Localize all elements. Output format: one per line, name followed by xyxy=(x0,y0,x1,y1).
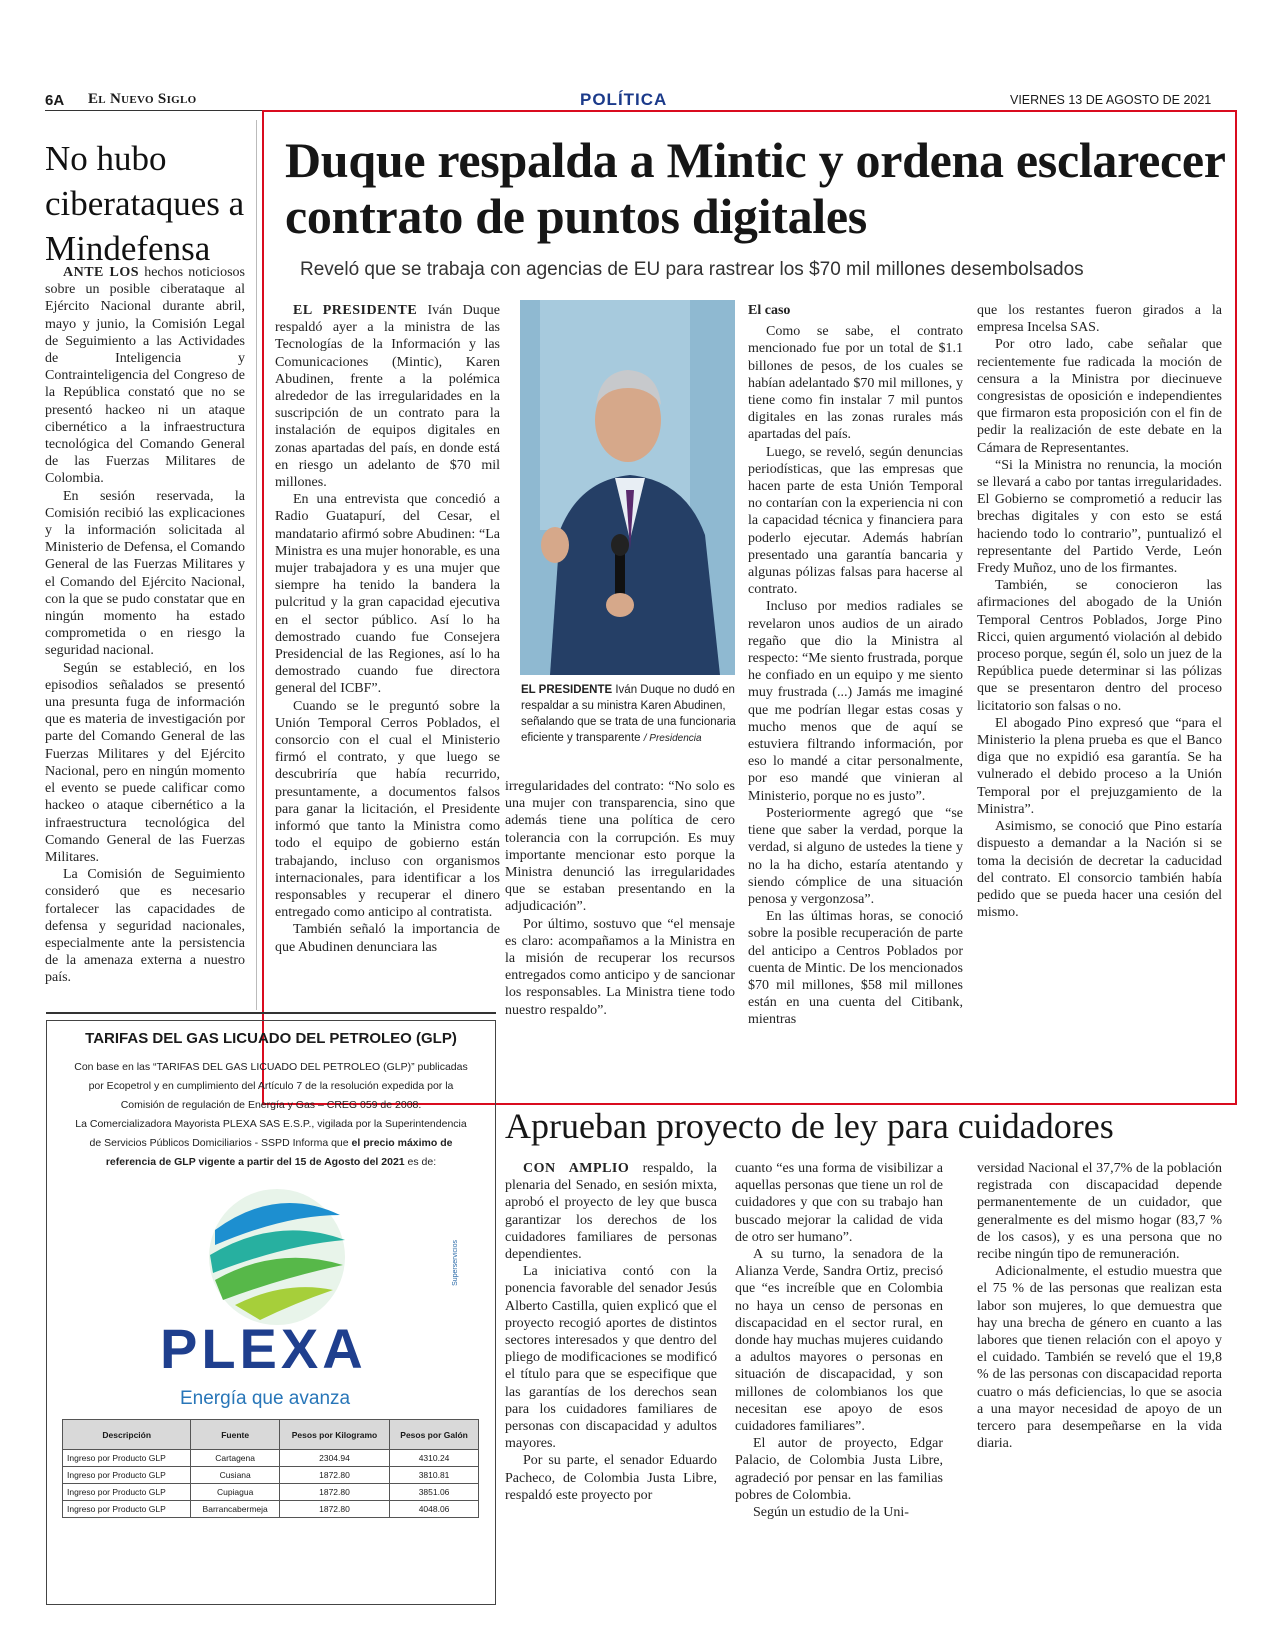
sidebar-paragraph: En sesión reservada, la Comisión recibió las explicaciones y la información solicitada al Ministerio de Defensa, el Comando General de las Fuerzas Militares y el Comando del Ejército Nacional, con la que se pudo constatar que en ningún momento ha estado comprometida o en riesgo la seguridad nacional. xyxy=(45,488,245,659)
main-column-1 xyxy=(275,302,500,956)
main-paragraph: “Si la Ministra no renuncia, la moción se llevará a cabo por tantas irregularidades. El Gobierno se comprometió a reducir las brechas digitales y con esto se está haciendo todo lo contrario”, puntualizó el representante del Partido Verde, León Fredy Muñoz, uno de los firmantes. xyxy=(977,457,1222,577)
table-cell: Cartagena xyxy=(191,1450,279,1467)
photo-credit: / Presidencia xyxy=(643,733,702,744)
gas-price-table xyxy=(62,1419,479,1518)
column-header: Pesos por Galón xyxy=(390,1420,479,1450)
table-cell: 3851.06 xyxy=(390,1484,479,1501)
main-paragraph: En las últimas horas, se conoció sobre la posible recuperación de parte del anticipo a Centros Poblados por cuenta de Mintic. De los mencionados $70 mil millones, $58 mil millones están en una cuenta del Citibank, mientras xyxy=(748,909,963,1028)
table-cell: 4310.24 xyxy=(390,1450,479,1467)
table-cell: 3810.81 xyxy=(390,1467,479,1484)
plexa-globe-icon xyxy=(205,1185,350,1330)
main-paragraph: También señaló la importancia de que Abudinen denunciara las xyxy=(275,922,500,955)
table-cell: 1872.80 xyxy=(279,1467,389,1484)
column-header: Pesos por Kilogramo xyxy=(279,1420,389,1450)
superservicios-logo: Superservicios xyxy=(452,1240,459,1286)
page-number: 6A xyxy=(45,92,65,109)
column-header: Descripción xyxy=(63,1420,191,1450)
sidebar-paragraph: La Comisión de Seguimiento consideró que es necesario fortalecer las capacidades de defensa y seguridad nacionales, especialmente ante la persistencia de la amenaza externa a nuestro país. xyxy=(45,867,245,986)
sidebar-article-body xyxy=(45,264,245,987)
bottom-paragraph: El autor de proyecto, Edgar Palacio, de Colombia Justa Libre, agradeció por pensar en las familias pobres de Colombia. xyxy=(735,1436,943,1503)
table-cell: 4048.06 xyxy=(390,1501,479,1518)
main-paragraph: Asimismo, se conoció que Pino estaría dispuesto a demandar a la Nación si se toma la decisión de decretar la caducidad del contrato. El consorcio también había pedido que se pueda hacer una cesión del mismo. xyxy=(977,819,1222,921)
photo-caption: EL PRESIDENTE Iván Duque no dudó en respaldar a su ministra Karen Abudinen, señalando que se trata de una funcionaria eficiente y transparente / Presidencia xyxy=(521,684,736,744)
table-cell: Cusiana xyxy=(191,1467,279,1484)
main-column-2 xyxy=(505,778,735,1019)
table-row xyxy=(63,1450,479,1467)
bottom-column-3 xyxy=(977,1160,1222,1452)
issue-date: VIERNES 13 DE AGOSTO DE 2021 xyxy=(1010,93,1212,107)
ad-rule xyxy=(46,1012,496,1014)
main-paragraph: EL PRESIDENTE Iván Duque respaldó ayer a la ministra de las Tecnologías de la Información y las Comunicaciones (Mintic), Karen Abudinen, frente a la polémica alrededor de las irregularidades en la suscripción de un contrato para la instalación de equipos digitales en zonas apartadas del país, en donde está en riesgo un adelanto de $70 mil millones. xyxy=(275,303,501,491)
table-cell: Ingreso por Producto GLP xyxy=(63,1501,191,1518)
table-cell: Ingreso por Producto GLP xyxy=(63,1484,191,1501)
bottom-lead: CON AMPLIO xyxy=(523,1161,630,1176)
table-cell: 1872.80 xyxy=(279,1484,389,1501)
section-subhead: El caso xyxy=(748,303,791,318)
ad-title: TARIFAS DEL GAS LICUADO DEL PETROLEO (GLP) xyxy=(85,1030,457,1047)
table-cell: Barrancabermeja xyxy=(191,1501,279,1518)
newspaper-name: El Nuevo Siglo xyxy=(88,91,197,107)
bottom-paragraph: versidad Nacional el 37,7% de la población registrada con discapacidad depende permanentemente de un cuidador, que generalmente es del mismo hogar (83,7 % de los casos), y es una persona que no recibe ningún tipo de remuneración. xyxy=(977,1161,1222,1263)
table-cell: Ingreso por Producto GLP xyxy=(63,1467,191,1484)
main-paragraph: Por último, sostuvo que “el mensaje es claro: acompañamos a la Ministra en la misión de recuperar los recursos entregados como anticipo y de sancionar los responsables. La Ministra tiene todo nuestro respaldo”. xyxy=(505,916,735,1018)
main-paragraph: Posteriormente agregó que “se tiene que saber la verdad, porque la verdad, si alguno de ustedes la tiene y no la ha dicho, estaría atentando y siendo cómplice de una situación penosa y vergonzosa”. xyxy=(748,805,963,907)
bottom-paragraph: A su turno, la senadora de la Alianza Verde, Sandra Ortiz, precisó que “es increíble que en Colombia no haya un censo de personas en discapacidad en el sector rural, en donde hay muchas mujeres cuidando a adultos mayores o personas en situación de discapacidad, y son millones de colombianos los que necesitan ese apoyo de esos cuidadores familiares”. xyxy=(735,1247,943,1435)
table-row xyxy=(63,1467,479,1484)
main-paragraph: que los restantes fueron girados a la empresa Incelsa SAS. xyxy=(977,303,1222,336)
main-paragraph: El abogado Pino expresó que “para el Ministerio la plena prueba es que el Banco diga que no expidió esa garantía. Se ha vulnerado el debido proceso a la Unión Temporal por el prejuzgamiento de la Ministra”. xyxy=(977,715,1222,817)
bottom-paragraph: La iniciativa contó con la ponencia favorable del senador Jesús Alberto Castilla, quien explicó que el proyecto recogió aportes de distintos sectores interesados y que dentro del pliego de modificaciones se modificó el título para que se especifique que las garantías de los derechos sean para los cuidadores familiares de personas con discapacidad y adultos mayores. xyxy=(505,1264,717,1452)
table-row xyxy=(63,1484,479,1501)
main-column-3 xyxy=(748,302,963,1029)
table-cell: 2304.94 xyxy=(279,1450,389,1467)
main-paragraph: irregularidades del contrato: “No solo es una mujer con transparencia, sino que además tiene una política de cero tolerancia con la corrupción. Es muy importante mencionar esto porque la Ministra denunció las irregularidades que se estaban presentando en la adjudicación”. xyxy=(505,779,735,915)
main-paragraph: También, se conocieron las afirmaciones del abogado de la Unión Temporal Centros Poblados, Jorge Pino Ricci, quien argumentó violación al debido proceso porque, según él, solo un juez de la República puede determinar si las pólizas que se presentaron dentro del proceso licitatorio son falsas o no. xyxy=(977,578,1222,714)
main-paragraph: Por otro lado, cabe señalar que recientemente fue radicada la moción de censura a la Ministra por diecinueve congresistas de oposición e independientes que firmaron esta proposición con el fin de pedir la realización de este debate en la Cámara de Representantes. xyxy=(977,337,1222,456)
main-paragraph: Incluso por medios radiales se revelaron unos audios de un airado regaño que dio la Ministra al respecto: “Me siento frustrada, porque he confiado en un equipo y me siento muy frustrada (...) Jamás me imaginé que me podrían llegar estas cosas y mucho menos que de aquí se estuviera filtrando información, por eso lo mandé a citar personalmente, por eso mandé que vinieran al Ministerio, porque no es justo”. xyxy=(748,599,963,804)
main-paragraph: En una entrevista que concedió a Radio Guatapurí, del Cesar, el mandatario afirmó sobre Abudinen: “La Ministra es una mujer honorable, es una mujer trabajadora y es una mujer que siempre ha tenido la bandera la pulcritud y la gran capacidad ejecutiva en el sector público. Así lo ha demostrado cuando fue Consejera Presidencial de las Regiones, así lo ha demostrado cuando fue directora general del ICBF”. xyxy=(275,492,500,697)
column-header: Fuente xyxy=(191,1420,279,1450)
sidebar-paragraph: ANTE LOS hechos noticiosos sobre un posible ciberataque al Ejército Nacional durante abril, mayo y junio, la Comisión Legal de Seguimiento a las Actividades de Inteligencia y Contrainteligencia del Congreso de la República constató que no se presentó hackeo ni un ataque cibernético a la infraestructura tecnológica del Comando General de las Fuerzas Militares de Colombia. xyxy=(45,265,245,487)
table-cell: Ingreso por Producto GLP xyxy=(63,1450,191,1467)
section-label: POLÍTICA xyxy=(580,90,668,109)
main-headline: Duque respalda a Mintic y ordena esclarecer contrato de puntos digitales xyxy=(285,132,1225,244)
column-divider xyxy=(256,120,257,1010)
president-photo xyxy=(520,300,735,675)
sidebar-paragraph: Según se estableció, en los episodios señalados se presentó una presunta fuga de información que es materia de investigación por parte del Comando General de las Fuerzas Militares y del Ejército Nacional, pero en ningún momento el evento se puede calificar como hackeo o ataque cibernético a la infraestructura tecnológica del Comando General de las Fuerzas Militares. xyxy=(45,660,245,865)
bottom-column-1 xyxy=(505,1160,717,1504)
sidebar-lead: ANTE LOS xyxy=(63,265,140,280)
bottom-headline: Aprueban proyecto de ley para cuidadores xyxy=(505,1106,1114,1146)
bottom-paragraph: Adicionalmente, el estudio muestra que el 75 % de las personas que realizan esta labor son mujeres, lo que demuestra que hay una brecha de género en cuanto a las labores que tienen relación con el apoyo y el cuidado. También se reveló que el 19,8 % de las personas con discapacidad reporta cuatro o más deficiencias, lo que se asocia a una mayor necesidad de apoyo de un tercero para desempeñarse en la vida diaria. xyxy=(977,1264,1222,1452)
main-lead: EL PRESIDENTE xyxy=(293,303,418,318)
bottom-paragraph: CON AMPLIO respaldo, la plenaria del Senado, en sesión mixta, aprobó el proyecto de ley que busca garantizar los derechos de los cuidadores familiares de personas dependientes. xyxy=(505,1161,717,1263)
main-paragraph: Cuando se le preguntó sobre la Unión Temporal Cerros Poblados, el consorcio con el cual el Ministerio firmó el contrato, y que luego se descubriría que había recurrido, presuntamente, a documentos falsos para ganar la licitación, el Presidente informó que tanto la Ministra como todo el equipo de gobierno están trabajando, incluso con organismos internacionales, para identificar a los responsables y recuperar el dinero entregado como anticipo al contratista. xyxy=(275,698,500,921)
table-row xyxy=(63,1501,479,1518)
main-column-4 xyxy=(977,302,1222,921)
table-cell: 1872.80 xyxy=(279,1501,389,1518)
bottom-paragraph: Por su parte, el senador Eduardo Pacheco, de Colombia Justa Libre, respaldó este proyecto por xyxy=(505,1453,717,1503)
person-illustration xyxy=(520,300,735,675)
bottom-column-2 xyxy=(735,1160,943,1521)
bottom-paragraph: Según un estudio de la Uni- xyxy=(753,1505,909,1521)
plexa-tagline: Energía que avanza xyxy=(180,1388,351,1409)
table-header-row xyxy=(63,1420,479,1450)
main-subheadline: Reveló que se trabaja con agencias de EU para rastrear los $70 mil millones desembolsados xyxy=(300,259,1084,280)
bottom-paragraph: cuanto “es una forma de visibilizar a aquellas personas que tiene un rol de cuidadores y que con su trabajo han buscado mejorar la calidad de vida de otro ser humano”. xyxy=(735,1161,943,1245)
main-paragraph: Luego, se reveló, según denuncias periodísticas, que las empresas que hacen parte de esta Unión Temporal no contarían con la experiencia ni con la capacidad técnica y financiera para poderlo ejecutar. Además habrían presentado una garantía bancaria y algunas pólizas falsas para hacerse al contrato. xyxy=(748,444,963,598)
ad-body: Con base en las “TARIFAS DEL GAS LICUADO DEL PETROLEO (GLP)” publicadas por Ecopetrol y en cumplimiento del Artículo 7 de la resolución expedida por la Comisión de regulación de Energía y Gas – CREG 059 de 2008. La Comercializadora Mayorista PLEXA SAS E.S.P., vigilada por la Superintendencia de Servicios Públicos Domiciliarios - SSPD Informa que el precio máximo de referencia de GLP vigente a partir del 15 de Agosto del 2021 es de: xyxy=(74,1061,468,1168)
main-paragraph: Como se sabe, el contrato mencionado fue por un total de $1.1 billones de pesos, de los cuales se habían adelantado $70 mil millones, y tiene como fin instalar 7 mil puntos digitales en las zonas rurales más apartadas del país. xyxy=(748,324,963,443)
sidebar-headline: No hubo ciberataques a Mindefensa xyxy=(45,139,245,268)
table-cell: Cupiagua xyxy=(191,1484,279,1501)
plexa-logo: PLEXA xyxy=(160,1317,367,1380)
